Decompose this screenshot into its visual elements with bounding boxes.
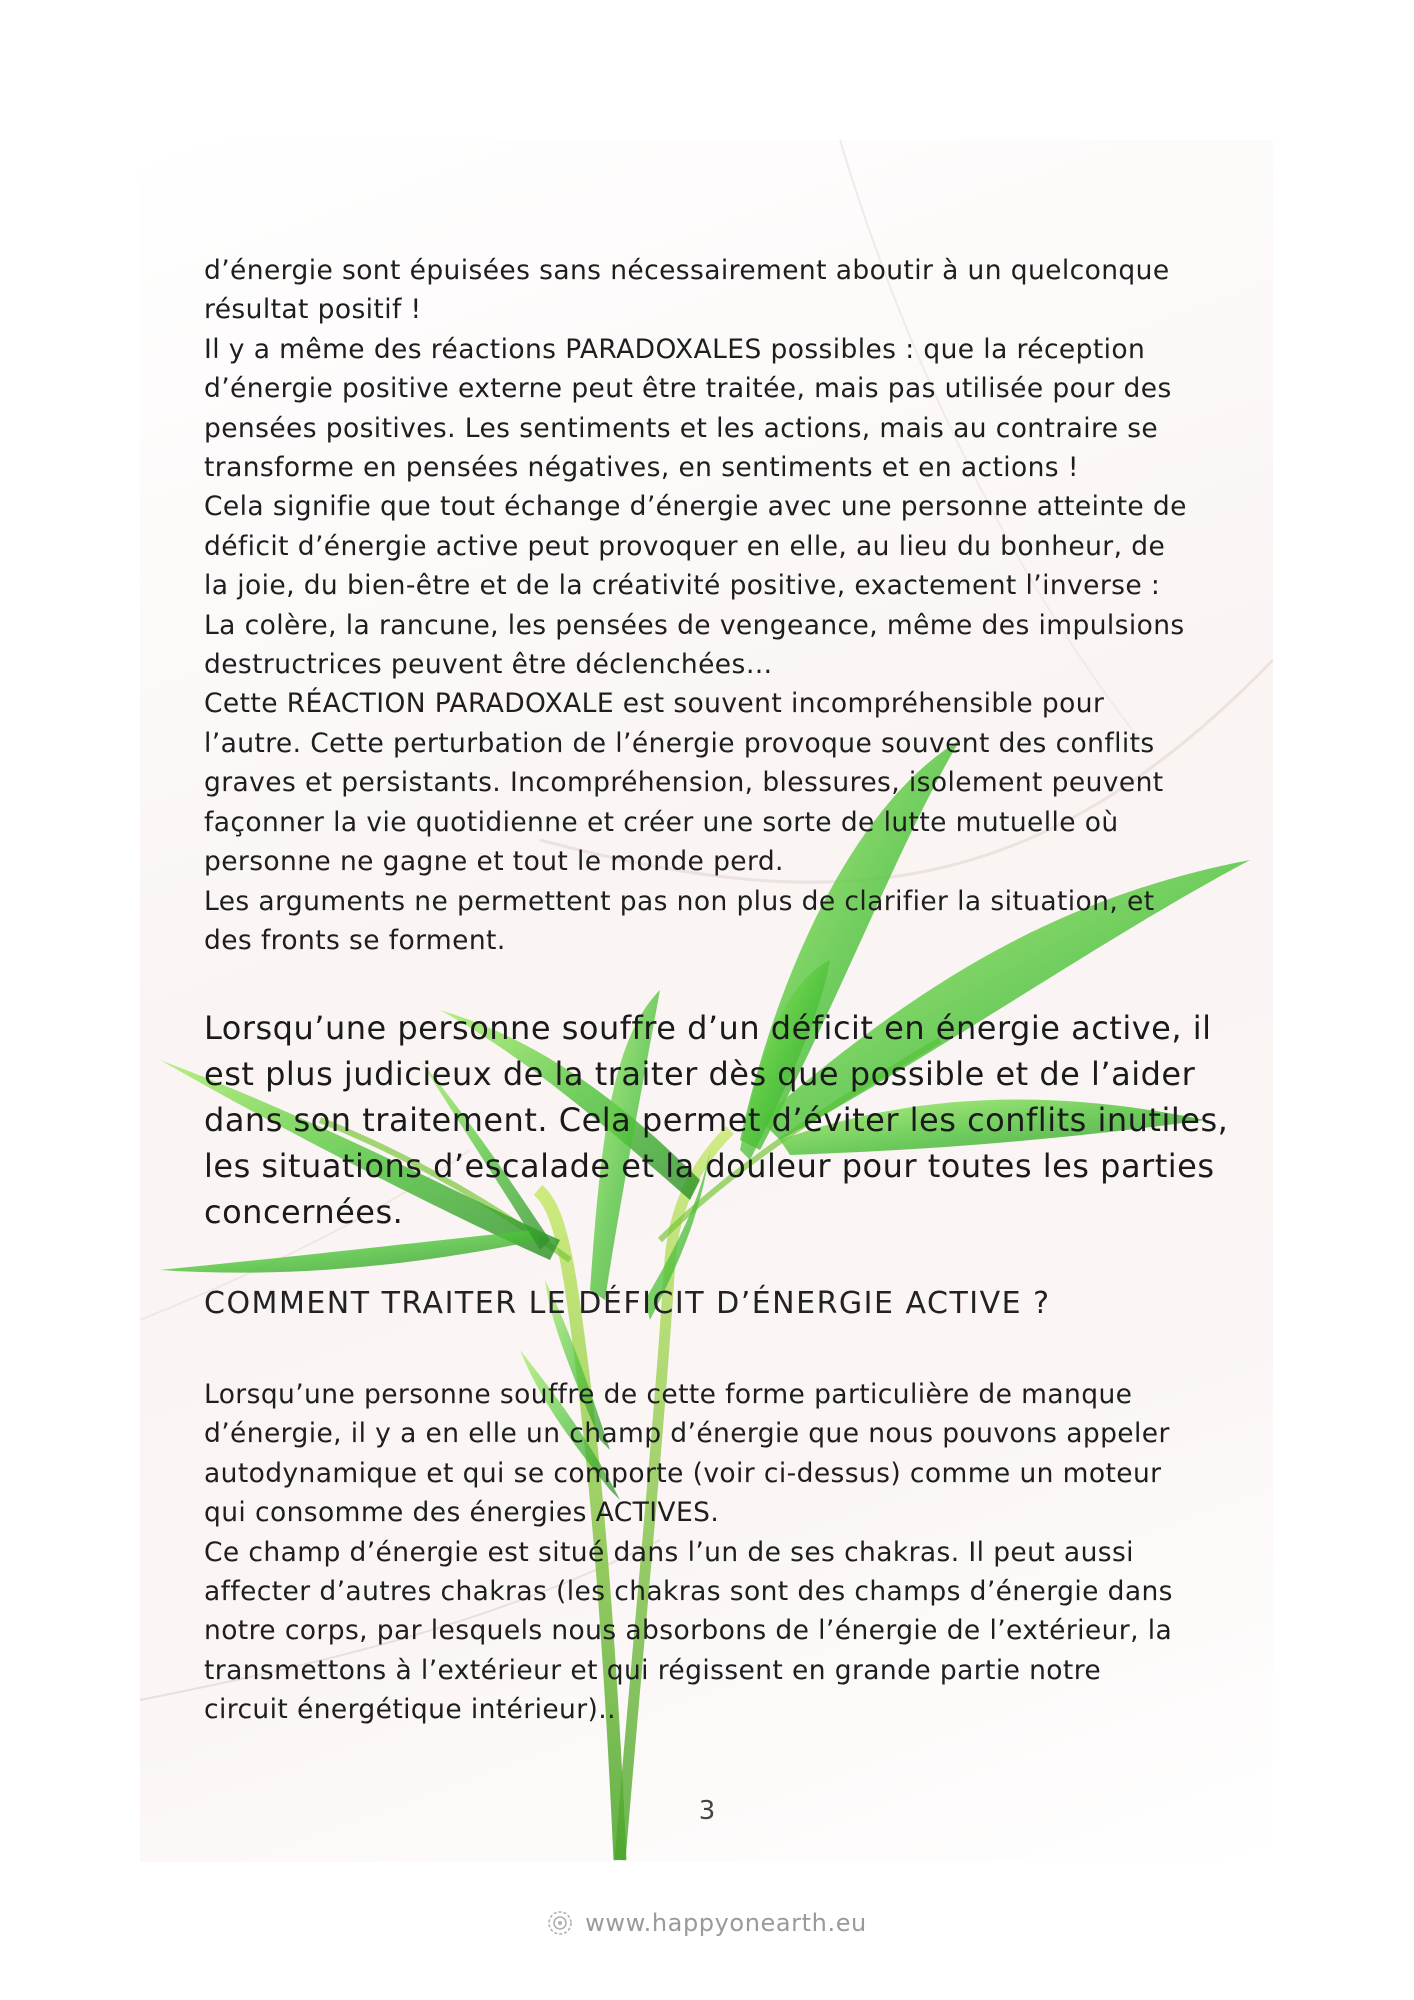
text-line: notre corps, par lesquels nous absorbons de l’énergie de l’extérieur, la bbox=[204, 1615, 1173, 1647]
text-line: l’autre. Cette perturbation de l’énergie provoque souvent des conflits bbox=[204, 727, 1155, 759]
text-line: pensées positives. Les sentiments et les actions, mais au contraire se bbox=[204, 412, 1159, 444]
text-line: personne ne gagne et tout le monde perd. bbox=[204, 846, 784, 878]
section-heading: COMMENT TRAITER LE DÉFICIT D’ÉNERGIE ACTIVE ? bbox=[204, 1286, 1051, 1321]
text-line: la joie, du bien-être et de la créativité positive, exactement l’inverse : bbox=[204, 570, 1161, 602]
text-line: résultat positif ! bbox=[204, 294, 422, 326]
text-line: façonner la vie quotidienne et créer une sorte de lutte mutuelle où bbox=[204, 806, 1119, 838]
text-line: concernées. bbox=[204, 1193, 404, 1231]
text-line: les situations d’escalade et la douleur pour toutes les parties bbox=[204, 1147, 1215, 1185]
text-line: La colère, la rancune, les pensées de vengeance, même des impulsions bbox=[204, 609, 1185, 641]
body-paragraph-2 bbox=[204, 1375, 1224, 1730]
body-paragraph-1 bbox=[204, 251, 1224, 960]
text-line: qui consomme des énergies ACTIVES. bbox=[204, 1497, 720, 1529]
text-line: déficit d’énergie active peut provoquer en elle, au lieu du bonheur, de bbox=[204, 530, 1166, 562]
text-line: circuit énergétique intérieur).. bbox=[204, 1694, 616, 1726]
text-line: Lorsqu’une personne souffre de cette forme particulière de manque bbox=[204, 1379, 1133, 1410]
text-line: autodynamique et qui se comporte (voir ci-dessus) comme un moteur bbox=[204, 1457, 1162, 1489]
text-line: est plus judicieux de la traiter dès que possible et de l’aider bbox=[204, 1055, 1196, 1093]
text-line: d’énergie, il y a en elle un champ d’énergie que nous pouvons appeler bbox=[204, 1418, 1170, 1450]
text-line: Il y a même des réactions PARADOXALES possibles : que la réception bbox=[204, 333, 1146, 365]
text-line: Cela signifie que tout échange d’énergie avec une personne atteinte de bbox=[204, 491, 1187, 523]
footer bbox=[0, 1905, 1414, 1941]
text-line: transmettons à l’extérieur et qui régissent en grande partie notre bbox=[204, 1654, 1102, 1686]
text-line: Les arguments ne permettent pas non plus de clarifier la situation, et bbox=[204, 885, 1155, 917]
page-number: 3 bbox=[698, 1796, 716, 1826]
text-line: affecter d’autres chakras (les chakras sont des champs d’énergie dans bbox=[204, 1576, 1173, 1608]
text-line: des fronts se forment. bbox=[204, 924, 506, 956]
text-line: destructrices peuvent être déclenchées… bbox=[204, 649, 773, 681]
text-line: dans son traitement. Cela permet d’éviter les conflits inutiles, bbox=[204, 1101, 1229, 1139]
text-line: graves et persistants. Incompréhension, blessures, isolement peuvent bbox=[204, 767, 1164, 799]
text-line: transforme en pensées négatives, en sentiments et en actions ! bbox=[204, 452, 1079, 484]
globe-icon bbox=[547, 1910, 573, 1936]
highlight-paragraph bbox=[204, 1005, 1229, 1235]
text-line: d’énergie positive externe peut être traitée, mais pas utilisée pour des bbox=[204, 373, 1172, 405]
text-line: Cette RÉACTION PARADOXALE est souvent incompréhensible pour bbox=[204, 688, 1105, 720]
text-line: Ce champ d’énergie est situé dans l’un de ses chakras. Il peut aussi bbox=[204, 1536, 1134, 1568]
website-link[interactable]: www.happyonearth.eu bbox=[585, 1909, 867, 1937]
text-line: d’énergie sont épuisées sans nécessairement aboutir à un quelconque bbox=[204, 255, 1170, 286]
text-line: Lorsqu’une personne souffre d’un déficit en énergie active, il bbox=[204, 1009, 1212, 1047]
